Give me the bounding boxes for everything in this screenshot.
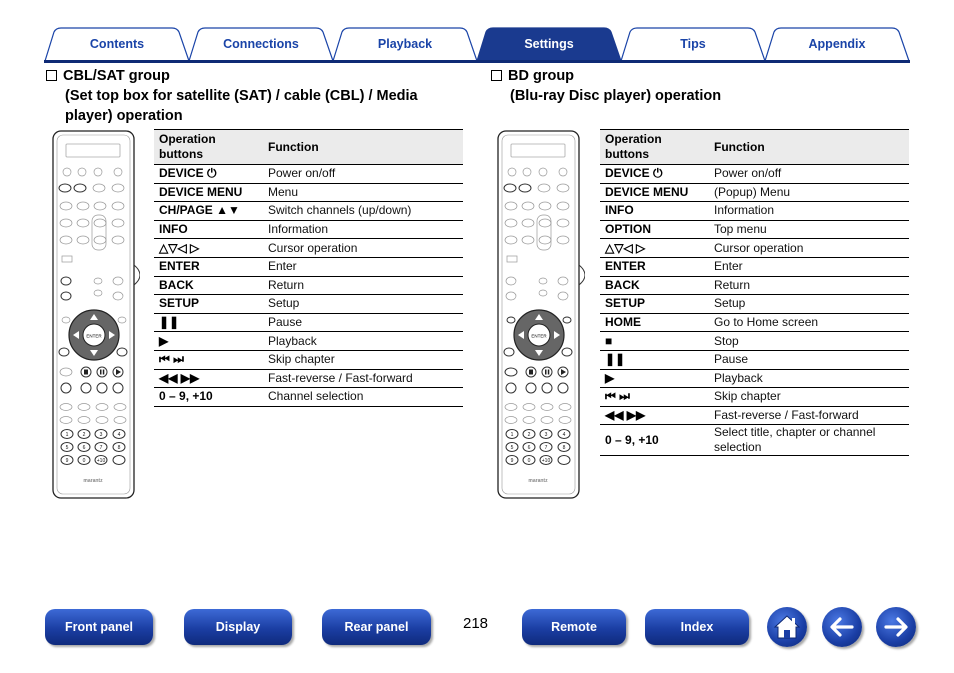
table-row xyxy=(600,220,909,239)
heading-line-1 xyxy=(491,66,911,86)
function-cell: Setup xyxy=(709,295,909,314)
function-cell: Menu xyxy=(263,183,463,202)
remote-brand-label: marantz xyxy=(83,478,103,484)
table-header-row xyxy=(154,130,463,165)
remote-key-2: 2 xyxy=(82,432,86,438)
home-icon xyxy=(767,607,807,647)
operation-button-cell: ▶ xyxy=(600,369,709,388)
table-row xyxy=(154,202,463,221)
tab-connections[interactable] xyxy=(188,27,334,61)
table-body xyxy=(600,165,909,456)
forward-button[interactable] xyxy=(876,607,916,647)
operation-button-cell: DEVICE ⏻ xyxy=(600,165,709,184)
checkbox-bullet-icon xyxy=(46,70,57,81)
function-cell: (Popup) Menu xyxy=(709,183,909,202)
tab-connections-label: Connections xyxy=(223,37,299,51)
operation-button-cell: ❚❚ xyxy=(154,313,263,332)
remote-key-3: 3 xyxy=(544,432,548,438)
table-row xyxy=(600,276,909,295)
operation-button-cell: ◀◀ ▶▶ xyxy=(600,406,709,425)
checkbox-bullet-icon xyxy=(491,70,502,81)
operation-button-cell: ⏮ ⏭ xyxy=(154,350,263,369)
tab-appendix[interactable] xyxy=(764,27,910,61)
table-row xyxy=(600,425,909,456)
operation-button-cell: △▽◁ ▷ xyxy=(154,239,263,258)
heading-line-1 xyxy=(46,66,466,86)
function-cell: Channel selection xyxy=(263,388,463,407)
remote-key-6: 6 xyxy=(527,445,531,451)
tab-bar xyxy=(44,27,910,61)
remote-key-3: 3 xyxy=(99,432,103,438)
operation-button-cell: ⏮ ⏭ xyxy=(600,388,709,407)
front-panel-button[interactable]: Front panel xyxy=(45,609,153,645)
operation-button-cell: ■ xyxy=(600,332,709,351)
remote-control-image-bd xyxy=(497,130,585,500)
function-cell: Skip chapter xyxy=(709,388,909,407)
function-cell: Fast-reverse / Fast-forward xyxy=(709,406,909,425)
heading-line-2: (Blu-ray Disc player) operation xyxy=(510,88,722,104)
remote-key-8: 8 xyxy=(562,445,566,451)
remote-key-5: 5 xyxy=(510,445,514,451)
function-cell: Pause xyxy=(263,313,463,332)
table-row xyxy=(154,183,463,202)
tab-appendix-label: Appendix xyxy=(808,37,866,51)
operation-button-cell: HOME xyxy=(600,313,709,332)
tab-underline xyxy=(44,60,910,63)
tab-playback[interactable] xyxy=(332,27,478,61)
operation-button-cell: SETUP xyxy=(154,295,263,314)
page-number: 218 xyxy=(463,615,489,632)
tab-settings-label: Settings xyxy=(524,37,574,51)
function-cell: Cursor operation xyxy=(263,239,463,258)
cbl-sat-heading xyxy=(46,66,466,126)
col-header-buttons: Operation buttons xyxy=(154,130,263,165)
table-row xyxy=(600,332,909,351)
tab-contents-label: Contents xyxy=(89,37,145,51)
operation-button-cell: BACK xyxy=(600,276,709,295)
table-header-row xyxy=(600,130,909,165)
remote-enter-label: ENTER xyxy=(86,333,102,339)
table-row xyxy=(154,276,463,295)
col-header-buttons: Operation buttons xyxy=(600,130,709,165)
operation-button-cell: △▽◁ ▷ xyxy=(600,239,709,258)
table-row xyxy=(154,369,463,388)
table-row xyxy=(154,239,463,258)
operation-button-cell: DEVICE MENU xyxy=(600,183,709,202)
function-cell: Power on/off xyxy=(709,165,909,184)
remote-key-9: 9 xyxy=(65,458,69,464)
table-row xyxy=(154,313,463,332)
operation-button-cell: ❚❚ xyxy=(600,350,709,369)
arrow-right-icon xyxy=(876,607,916,647)
table-row xyxy=(600,350,909,369)
tab-tips-label: Tips xyxy=(680,37,706,51)
function-cell: Information xyxy=(263,220,463,239)
operation-button-cell: ◀◀ ▶▶ xyxy=(154,369,263,388)
arrow-left-icon xyxy=(822,607,862,647)
remote-key-9: 9 xyxy=(510,458,514,464)
table-row xyxy=(600,165,909,184)
tab-settings[interactable] xyxy=(476,27,622,61)
operation-button-cell: DEVICE MENU xyxy=(154,183,263,202)
operation-button-cell: ENTER xyxy=(154,257,263,276)
index-button[interactable]: Index xyxy=(645,609,749,645)
operation-button-cell: ▶ xyxy=(154,332,263,351)
table-row xyxy=(154,332,463,351)
table-row xyxy=(600,295,909,314)
operation-button-cell: 0 – 9, +10 xyxy=(600,425,709,456)
function-cell: Cursor operation xyxy=(709,239,909,258)
remote-key-4: 4 xyxy=(117,432,121,438)
operation-button-cell: CH/PAGE ▲▼ xyxy=(154,202,263,221)
col-header-function: Function xyxy=(263,130,463,165)
table-row xyxy=(154,257,463,276)
function-cell: Enter xyxy=(709,257,909,276)
remote-key-plus10: +10 xyxy=(96,458,106,464)
table-row xyxy=(600,257,909,276)
function-cell: Information xyxy=(709,202,909,221)
function-cell: Switch channels (up/down) xyxy=(263,202,463,221)
function-cell: Power on/off xyxy=(263,165,463,184)
operation-button-cell: DEVICE ⏻ xyxy=(154,165,263,184)
remote-brand-label: marantz xyxy=(528,478,548,484)
home-button[interactable] xyxy=(767,607,807,647)
back-button[interactable] xyxy=(822,607,862,647)
table-row xyxy=(154,295,463,314)
table-row xyxy=(600,369,909,388)
table-row xyxy=(600,388,909,407)
function-cell: Return xyxy=(263,276,463,295)
display-button[interactable]: Display xyxy=(184,609,292,645)
remote-key-0: 0 xyxy=(82,458,86,464)
remote-enter-label: ENTER xyxy=(531,333,547,339)
remote-key-5: 5 xyxy=(65,445,69,451)
bd-group-heading xyxy=(491,66,911,106)
function-cell: Setup xyxy=(263,295,463,314)
remote-key-8: 8 xyxy=(117,445,121,451)
table-row xyxy=(600,313,909,332)
function-cell: Pause xyxy=(709,350,909,369)
bd-operation-table xyxy=(600,129,909,456)
function-cell: Top menu xyxy=(709,220,909,239)
function-cell: Fast-reverse / Fast-forward xyxy=(263,369,463,388)
remote-button[interactable]: Remote xyxy=(522,609,626,645)
table-row xyxy=(600,202,909,221)
table-body xyxy=(154,165,463,407)
heading-line-2: (Set top box for satellite (SAT) / cable (CBL) / Media xyxy=(65,88,418,104)
tab-tips[interactable] xyxy=(620,27,766,61)
remote-key-7: 7 xyxy=(99,445,103,451)
tab-contents[interactable] xyxy=(44,27,190,61)
operation-button-cell: INFO xyxy=(154,220,263,239)
function-cell: Go to Home screen xyxy=(709,313,909,332)
function-cell: Playback xyxy=(263,332,463,351)
remote-key-0: 0 xyxy=(527,458,531,464)
remote-key-4: 4 xyxy=(562,432,566,438)
table-row xyxy=(154,388,463,407)
function-cell: Playback xyxy=(709,369,909,388)
function-cell: Stop xyxy=(709,332,909,351)
function-cell: Select title, chapter or channel selection xyxy=(709,425,909,456)
operation-button-cell: SETUP xyxy=(600,295,709,314)
heading-text: CBL/SAT group xyxy=(63,68,170,84)
table-row xyxy=(154,220,463,239)
remote-key-6: 6 xyxy=(82,445,86,451)
col-header-function: Function xyxy=(709,130,909,165)
remote-key-plus10: +10 xyxy=(541,458,551,464)
remote-key-7: 7 xyxy=(544,445,548,451)
tab-playback-label: Playback xyxy=(377,37,433,51)
table-row xyxy=(154,350,463,369)
operation-button-cell: ENTER xyxy=(600,257,709,276)
heading-line-3: player) operation xyxy=(65,108,183,124)
operation-button-cell: BACK xyxy=(154,276,263,295)
table-row xyxy=(600,406,909,425)
operation-button-cell: OPTION xyxy=(600,220,709,239)
table-row xyxy=(600,183,909,202)
table-row xyxy=(154,165,463,184)
remote-key-1: 1 xyxy=(510,432,514,438)
operation-button-cell: 0 – 9, +10 xyxy=(154,388,263,407)
table-row xyxy=(600,239,909,258)
heading-text: BD group xyxy=(508,68,575,84)
remote-control-image-cbl xyxy=(52,130,140,500)
function-cell: Return xyxy=(709,276,909,295)
remote-key-1: 1 xyxy=(65,432,69,438)
cbl-sat-operation-table xyxy=(154,129,463,407)
remote-key-2: 2 xyxy=(527,432,531,438)
rear-panel-button[interactable]: Rear panel xyxy=(322,609,431,645)
function-cell: Enter xyxy=(263,257,463,276)
function-cell: Skip chapter xyxy=(263,350,463,369)
operation-button-cell: INFO xyxy=(600,202,709,221)
